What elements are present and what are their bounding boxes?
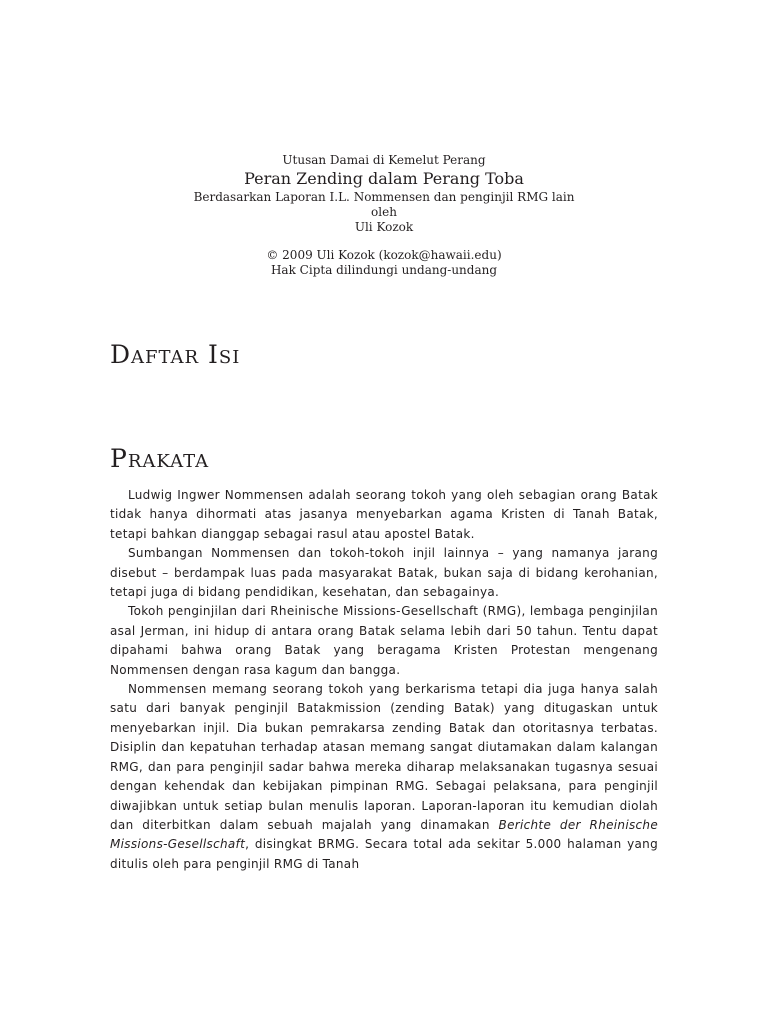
rights-line: Hak Cipta dilindungi undang-undang — [270, 263, 498, 277]
main-title: Peran Zending dalam Perang Toba — [244, 169, 524, 188]
prakata-heading: Prakata — [110, 444, 210, 473]
paragraph-4 — [110, 680, 658, 874]
series-title: Utusan Damai di Kemelut Perang — [282, 153, 486, 167]
by-line: oleh — [371, 205, 397, 219]
copyright-line: © 2009 Uli Kozok (kozok@hawaii.edu) — [266, 248, 502, 262]
paragraph-2: Sumbangan Nommensen dan tokoh-tokoh injil lainnya – yang namanya jarang disebut – berdampak luas pada masyarakat Batak, bukan saja di bidang kerohanian, tetapi juga di bidang pendidikan, kesehatan, dan sebagainya. — [110, 546, 658, 600]
title-spacer — [0, 235, 768, 248]
paragraph-4-part-a: Nommensen memang seorang tokoh yang berkarisma tetapi dia juga hanya salah satu dari banyak penginjil Batakmission (zending Batak) yang ditugaskan untuk menyebarkan injil. Dia bukan pemrakarsa zending Batak dan otoritasnya terbatas. Disiplin dan kepatuhan terhadap atasan memang sangat diutamakan dalam kalangan RMG, dan para penginjil sadar bahwa mereka diharap melaksanakan tugasnya sesuai dengan kehendak dan kebijakan pimpinan RMG. Sebagai pelaksana, para penginjil diwajibkan untuk setiap bulan menulis laporan. Laporan-laporan itu kemudian diolah dan diterbitkan dalam sebuah majalah yang dinamakan — [110, 682, 658, 832]
paragraph-4-part-b: , disingkat BRMG. Secara total ada sekitar 5.000 halaman yang ditulis oleh para penginjil RMG di Tanah — [110, 837, 658, 871]
prakata-body — [110, 486, 658, 874]
paragraph-3: Tokoh penginjilan dari Rheinische Missions-Gesellschaft (RMG), lembaga penginjilan asal Jerman, ini hidup di antara orang Batak selama lebih dari 50 tahun. Tentu dapat dipahami bahwa orang Batak yang beragama Kristen Protestan mengenang Nommensen dengan rasa kagum dan bangga. — [110, 604, 658, 677]
paragraph-1: Ludwig Ingwer Nommensen adalah seorang tokoh yang oleh sebagian orang Batak tidak hanya dihormati atas jasanya menyebarkan agama Kristen di Tanah Batak, tetapi bahkan dianggap sebagai rasul atau apostel Batak. — [110, 488, 658, 541]
journal-title: Berichte der Rheinische Missions-Gesellschaft — [110, 817, 658, 852]
title-block — [0, 153, 768, 278]
author-name: Uli Kozok — [354, 220, 414, 234]
subtitle: Berdasarkan Laporan I.L. Nommensen dan penginjil RMG lain — [193, 190, 575, 204]
toc-heading: Daftar Isi — [110, 340, 241, 369]
